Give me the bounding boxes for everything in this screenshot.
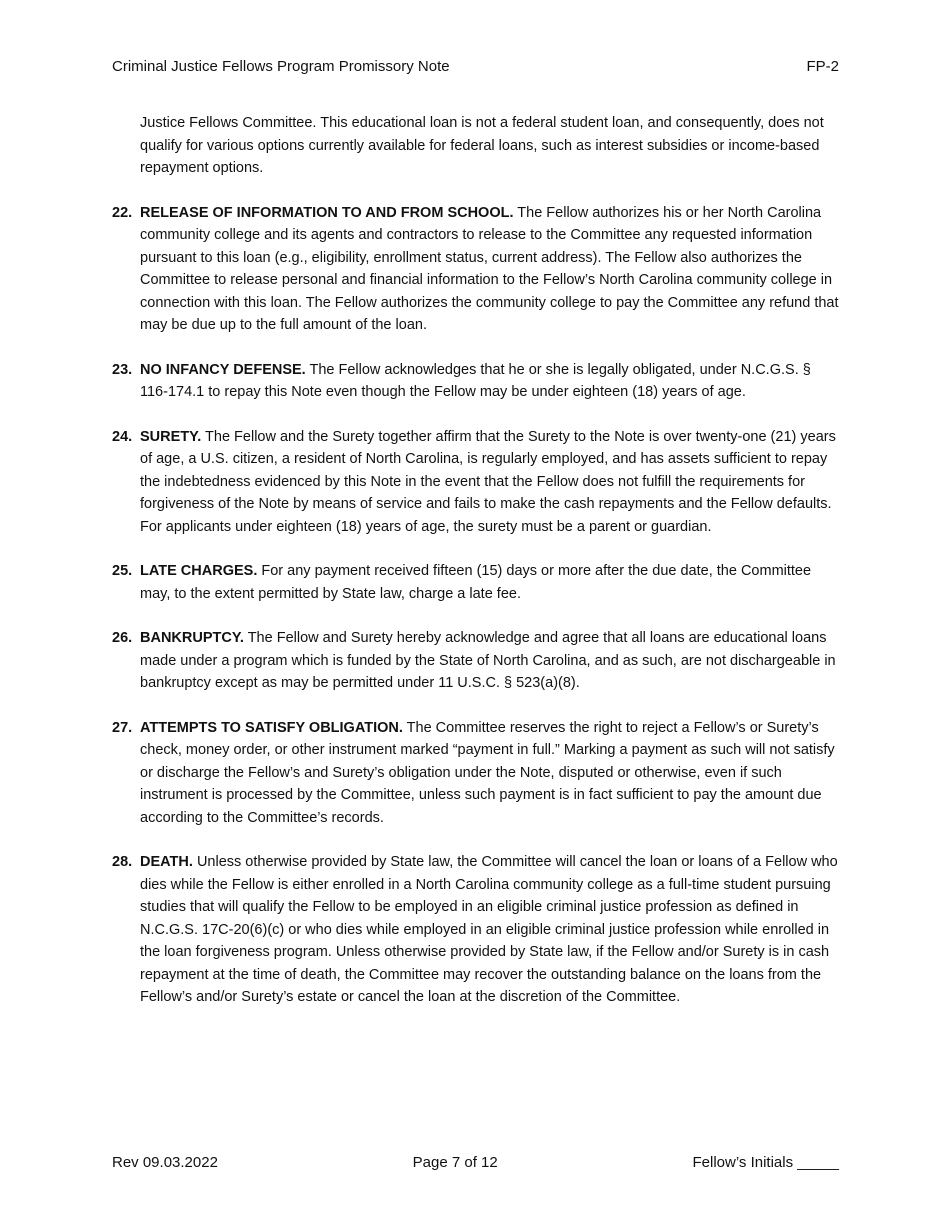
clause-28	[112, 851, 840, 1009]
clause-title: LATE CHARGES.	[140, 563, 258, 579]
clause-number: 28.	[112, 854, 133, 870]
clause-number: 24.	[112, 428, 133, 445]
clause-25	[112, 560, 840, 605]
page-footer	[112, 1153, 839, 1173]
page-number: Page 7 of 12	[412, 1154, 498, 1171]
clause-number: 22.	[112, 204, 133, 221]
clause-number: 27.	[112, 719, 133, 736]
clause-24	[112, 426, 840, 539]
clause-22	[112, 202, 840, 337]
clause-27	[112, 717, 840, 830]
clause-number: 25.	[112, 563, 133, 579]
revision-date: Rev 09.03.2022	[112, 1154, 218, 1171]
clause-text: The Fellow and Surety hereby acknowledge and agree that all loans are educational loans made under a program which is funded by the State of North Carolina, and as such, are not dischargeable in bankruptcy except as may be permitted under 11 U.S.C. § 523(a)(8).	[140, 630, 836, 691]
clause-text: The Fellow authorizes his or her North Carolina community college and its agents and contractors to release to the Committee any requested information pursuant to this loan (e.g., eligibility, enrollment status, current address). The Fellow also authorizes the Committee to release personal and financial information to the Fellow’s North Carolina community college in connection with this loan. The Fellow authorizes the community college to pay the Committee any refund that may be due up to the full amount of the loan.	[140, 204, 839, 333]
form-code: FP-2	[806, 58, 839, 75]
clause-text: The Fellow acknowledges that he or she is legally obligated, under N.C.G.S. § 116-174.1 to repay this Note even though the Fellow may be under eighteen (18) years of age.	[140, 361, 811, 400]
clause-title: BANKRUPTCY.	[140, 630, 244, 646]
clause-title: ATTEMPTS TO SATISFY OBLIGATION.	[140, 719, 403, 736]
document-body	[112, 112, 840, 1031]
clause-number: 23.	[112, 361, 133, 378]
clause-title: DEATH.	[140, 854, 193, 870]
clause-23	[112, 359, 840, 404]
clause-title: NO INFANCY DEFENSE.	[140, 361, 306, 378]
clause-title: SURETY.	[140, 428, 202, 445]
page-header	[112, 57, 839, 77]
clause-text: The Committee reserves the right to reject a Fellow’s or Surety’s check, money order, or other instrument marked “payment in full.” Marking a payment as such will not satisfy or discharge the Fellow’s and Surety’s obligation under the Note, disputed or otherwise, even if such instrument is processed by the Committee, unless such payment is in fact sufficient to pay the amount due according to the Committee’s records.	[140, 719, 835, 826]
clause-title: RELEASE OF INFORMATION TO AND FROM SCHOOL.	[140, 204, 514, 221]
document-title: Criminal Justice Fellows Program Promissory Note	[112, 58, 450, 75]
clause-text: For any payment received fifteen (15) days or more after the due date, the Committee may, to the extent permitted by State law, charge a late fee.	[140, 563, 812, 602]
clause-26	[112, 627, 840, 695]
clause-number: 26.	[112, 630, 133, 646]
clause-text: Unless otherwise provided by State law, the Committee will cancel the loan or loans of a Fellow who dies while the Fellow is either enrolled in a North Carolina community college as a full-time student pursuing studies that will qualify the Fellow to be employed in an eligible criminal justice profession as defined in N.C.G.S. 17C-20(6)(c) or who dies while employed in an eligible criminal justice profession while enrolled in the loan forgiveness program. Unless otherwise provided by State law, if the Fellow and/or Surety is in cash repayment at the time of death, the Committee may recover the outstanding balance on the loans from the Fellow’s and/or Surety’s estate or cancel the loan at the discretion of the Committee.	[140, 854, 838, 1005]
fellow-initials-line: Fellow’s Initials _____	[692, 1154, 839, 1171]
continued-paragraph: Justice Fellows Committee. This educational loan is not a federal student loan, and consequently, does not qualify for various options currently available for federal loans, such as interest subsidies or income-based repayment options.	[140, 115, 824, 176]
clause-text: The Fellow and the Surety together affirm that the Surety to the Note is over twenty-one (21) years of age, a U.S. citizen, a resident of North Carolina, is regularly employed, and has assets sufficient to repay the indebtedness evidenced by this Note in the event that the Fellow does not fulfill the requirements for forgiveness of the Note by means of service and fails to make the cash repayments and the Fellow defaults. For applicants under eighteen (18) years of age, the surety must be a parent or guardian.	[140, 428, 836, 535]
